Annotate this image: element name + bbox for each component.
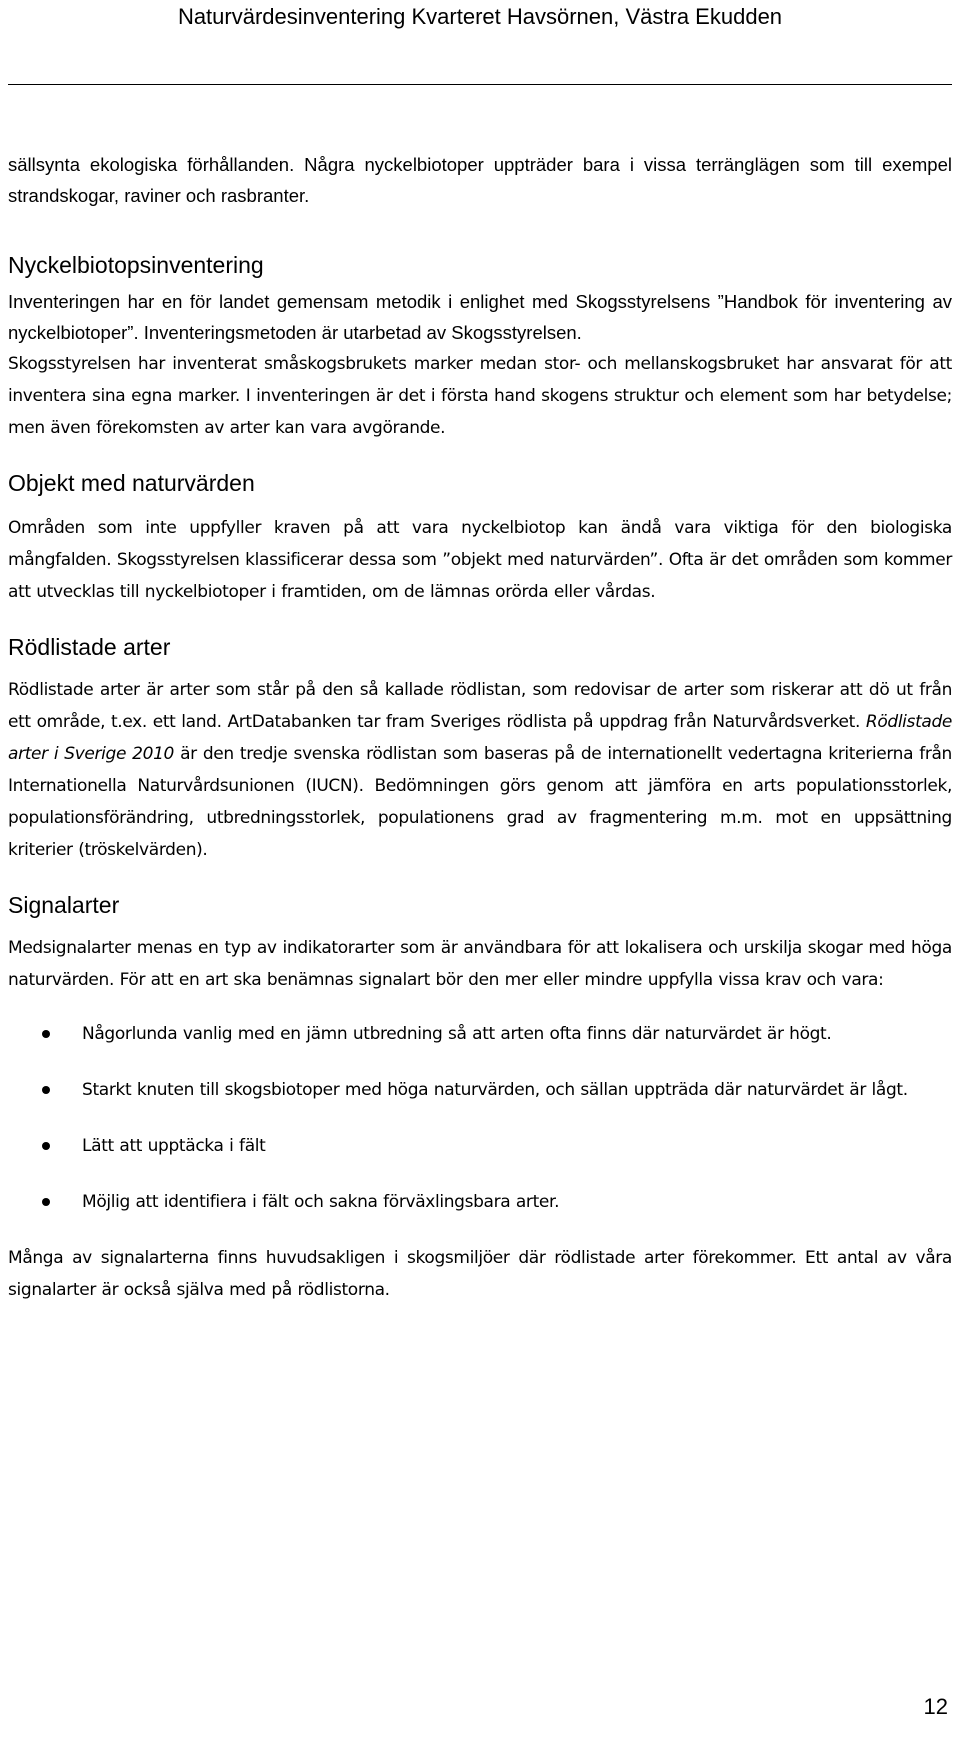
list-item-text: Starkt knuten till skogsbiotoper med höga naturvärden, och sällan uppträda där naturvärdet är lågt. [82,1080,908,1100]
page-content [8,150,952,1306]
list-item [8,1130,952,1162]
heading-rodlistade-arter: Rödlistade arter [8,634,171,660]
list-item [8,1186,952,1218]
nyckelbiotop-paragraph-2: Skogsstyrelsen har inventerat småskogsbrukets marker medan stor- och mellanskogsbruket har ansvarat för att inventera sina egna marker. I inventeringen är det i första hand skogens struktur och element som har betydelse; men även förekomsten av arter kan vara avgörande. [8,354,952,438]
list-item-text: Någorlunda vanlig med en jämn utbredning så att arten ofta finns där naturvärdet är högt. [82,1024,832,1044]
bullet-icon [42,1142,50,1150]
header-title: Naturvärdesinventering Kvarteret Havsörnen, Västra Ekudden [177,4,783,29]
heading-nyckelbiotopsinventering: Nyckelbiotopsinventering [8,252,264,278]
signalarter-criteria-list [8,1018,952,1218]
signalarter-final-paragraph: Många av signalarterna finns huvudsakligen i skogsmiljöer där rödlistade arter förekommer. Ett antal av våra signalarter är också själva med på rödlistorna. [8,1248,952,1300]
list-item-text: Lätt att upptäcka i fält [82,1136,266,1156]
intro-paragraph: sällsynta ekologiska förhållanden. Några nyckelbiotoper uppträder bara i vissa terränglägen som till exempel strandskogar, raviner och rasbranter. [8,154,952,206]
page-number: 12 [923,1694,948,1719]
list-item [8,1074,952,1106]
rodlistade-title-italic: Rödlistade arter i Sverige 2010 [8,712,952,764]
objekt-paragraph: Områden som inte uppfyller kraven på att vara nyckelbiotop kan ändå vara viktiga för den biologiska mångfalden. Skogsstyrelsen klassificerar dessa som ”objekt med naturvärden”. Ofta är det områden som kommer att utvecklas till nyckelbiotoper i framtiden, om de lämnas orörda eller vårdas. [8,518,952,602]
rodlistade-paragraph [8,674,952,866]
bullet-icon [42,1198,50,1206]
bullet-icon [42,1086,50,1094]
list-item-text: Möjlig att identifiera i fält och sakna förväxlingsbara arter. [82,1192,560,1212]
heading-objekt-med-naturvarden: Objekt med naturvärden [8,470,255,496]
list-item [8,1018,952,1050]
rodlistade-text-1: Rödlistade arter är arter som står på den så kallade rödlistan, som redovisar de arter som riskerar att dö ut från ett område, t.ex. ett land. ArtDatabanken tar fram Sveriges rödlista på uppdrag från Naturvårdsverket. [8,680,952,732]
signalarter-intro: Medsignalarter menas en typ av indikatorarter som är användbara för att lokalisera och urskilja skogar med höga naturvärden. För att en art ska benämnas signalart bör den mer eller mindre uppfylla vissa krav och vara: [8,938,952,990]
nyckelbiotop-paragraph-1: Inventeringen har en för landet gemensam metodik i enlighet med Skogsstyrelsens ”Handbok för inventering av nyckelbiotoper”. Inventeringsmetoden är utarbetad av Skogsstyrelsen. [8,291,952,343]
page-header [0,0,960,84]
heading-signalarter: Signalarter [8,892,120,918]
header-divider [8,84,952,85]
rodlistade-text-2: är den tredje svenska rödlistan som baseras på de internationellt vedertagna kriterierna från Internationella Naturvårdsunionen (IUCN). Bedömningen görs genom att jämföra en arts populationsstorlek, populationsförändring, utbredningsstorlek, populationens grad av fragmentering m.m. mot en uppsättning kriterier (tröskelvärden). [8,744,952,860]
bullet-icon [42,1030,50,1038]
